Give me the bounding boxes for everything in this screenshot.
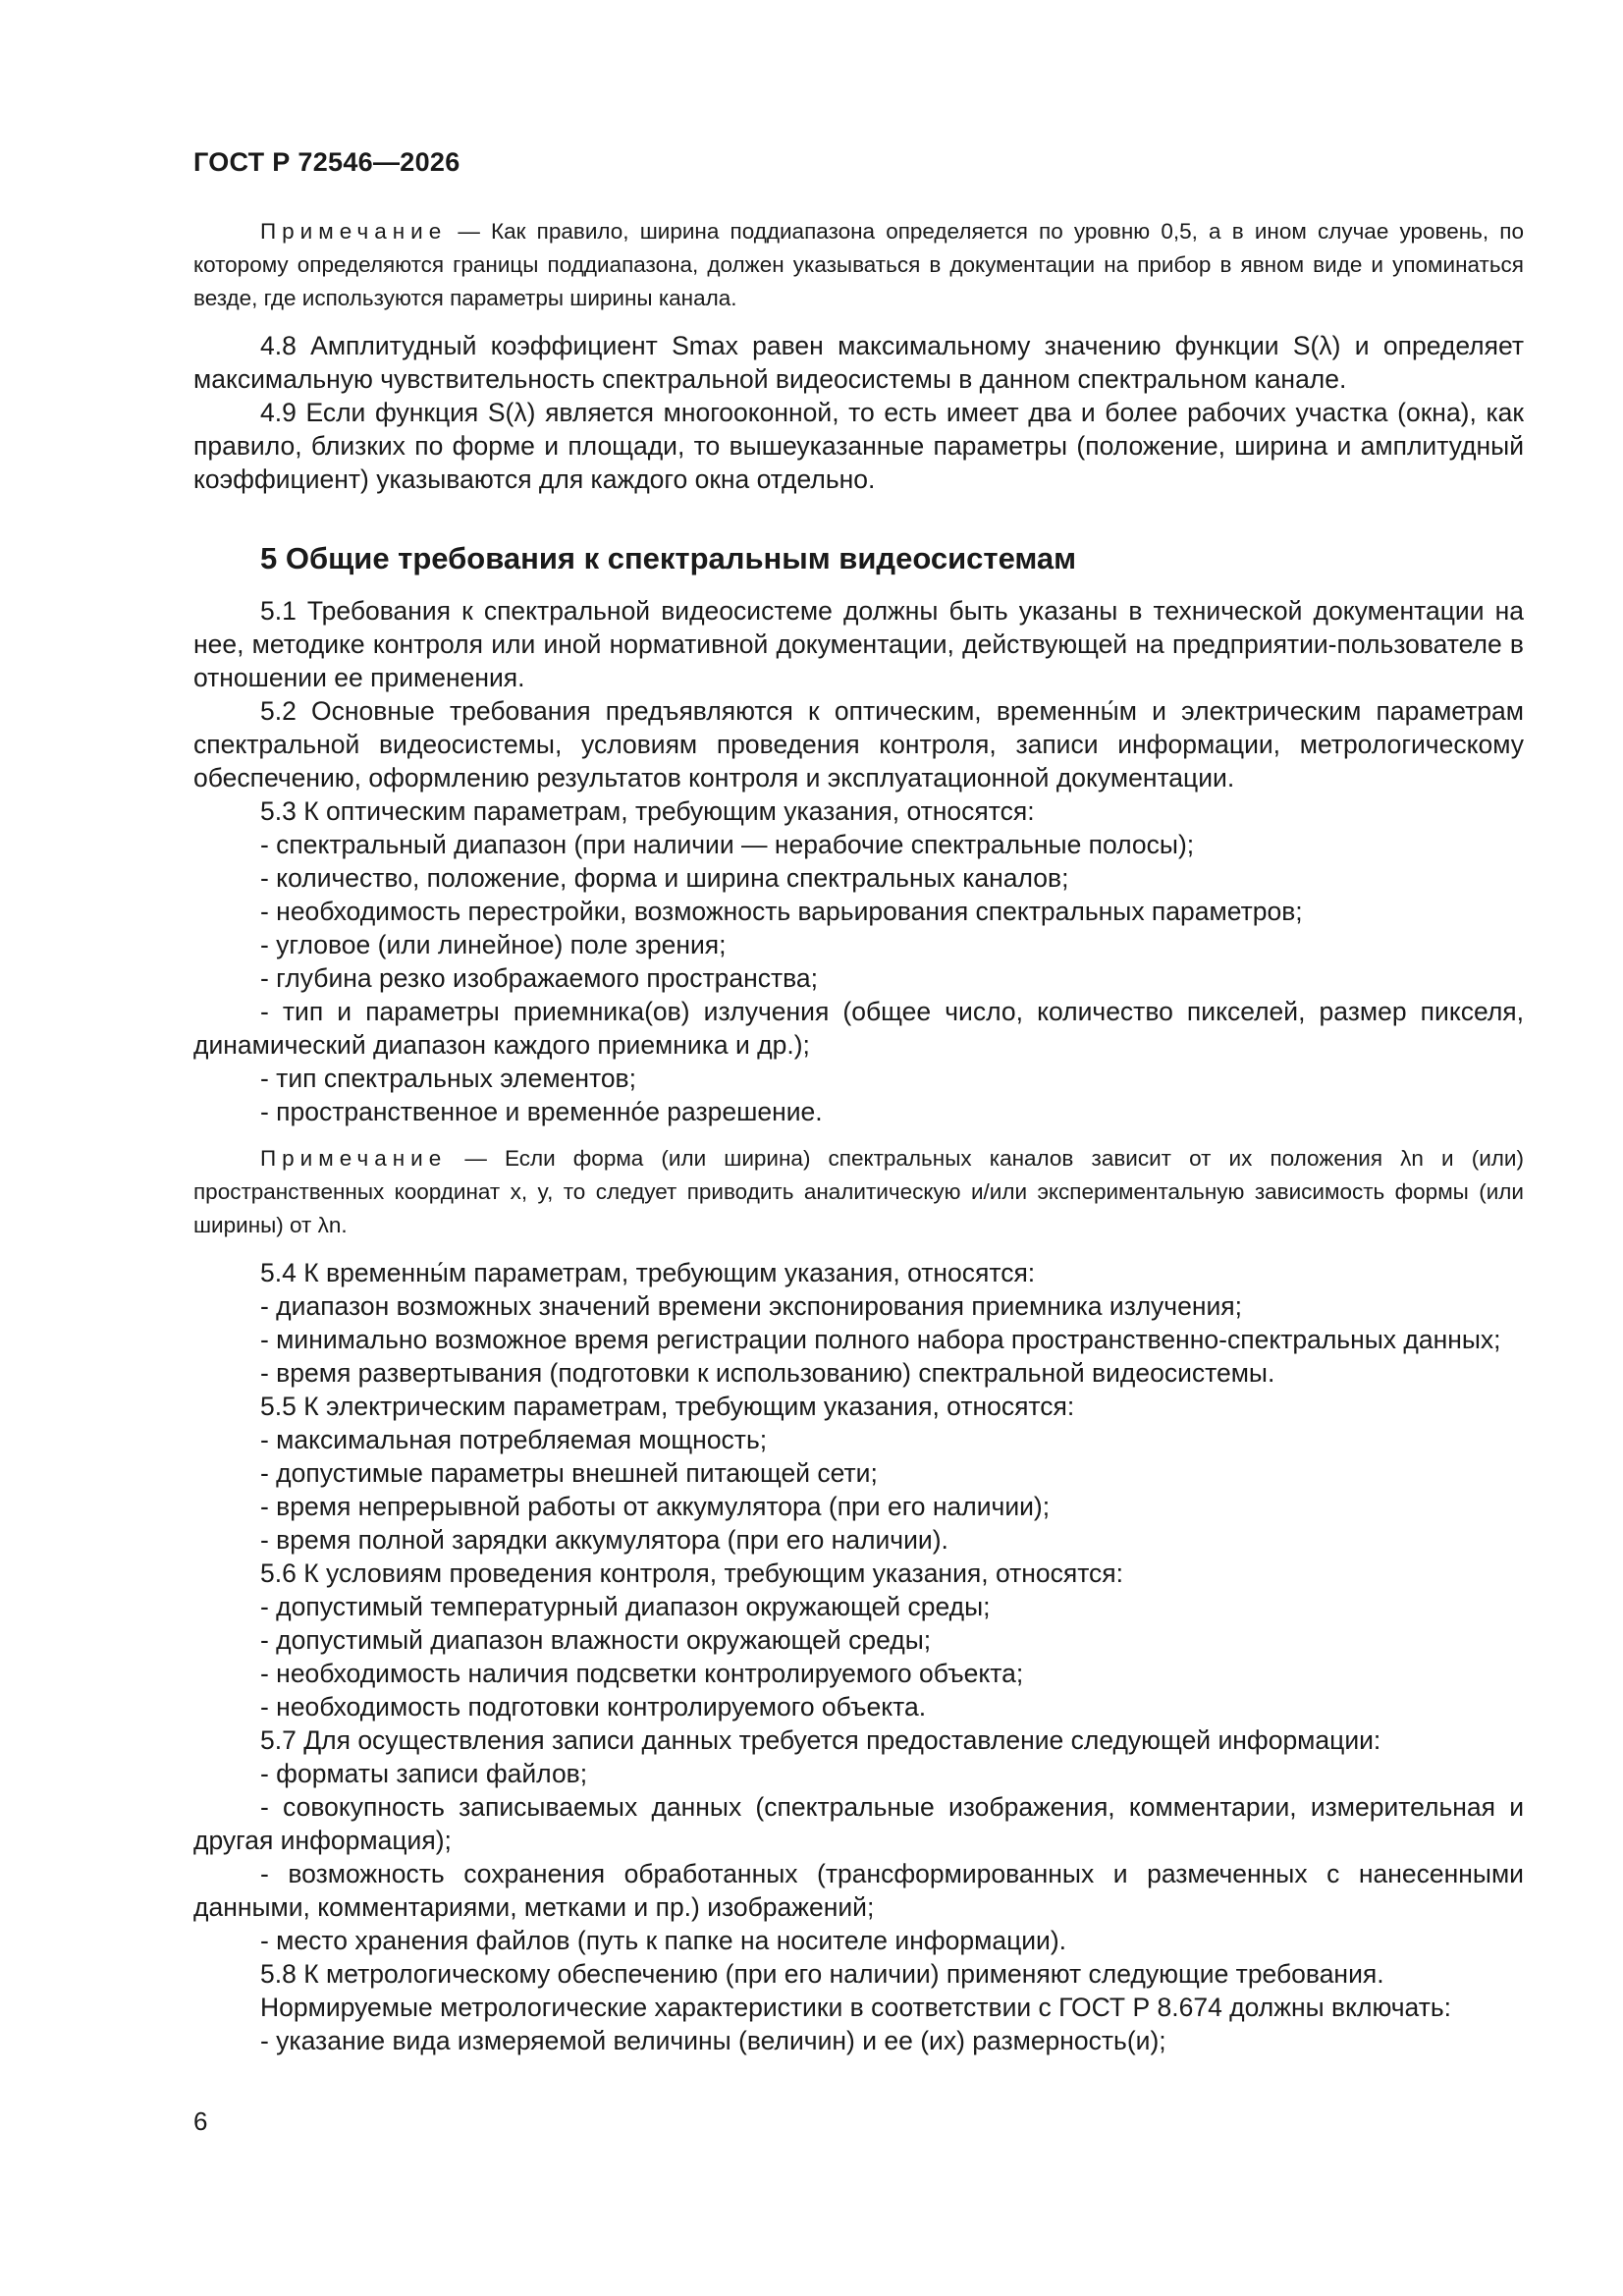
list-item: - возможность сохранения обработанных (трансформированных и размеченных с нанесенными данными, комментариями, метками и пр.) изображений; — [193, 1859, 1524, 1922]
list-item: - время непрерывной работы от аккумулятора (при его наличии); — [260, 1492, 1051, 1521]
note-label: Примечание — [260, 1146, 448, 1171]
list-item: - тип и параметры приемника(ов) излучения (общее число, количество пикселей, размер пикселя, динамический диапазон каждого приемника и др.); — [193, 997, 1524, 1060]
note-label: Примечание — [260, 219, 448, 244]
note-1 — [193, 215, 1524, 315]
list-item: - необходимость подготовки контролируемого объекта. — [260, 1692, 927, 1722]
note-text: — Как правило, ширина поддиапазона определяется по уровню 0,5, а в ином случае уровень, по которому определяются границы поддиапазона, должен указываться в документации на прибор в явном виде и упоминаться везде, где используются параметры ширины канала. — [193, 219, 1524, 310]
page-number: 6 — [193, 2106, 208, 2136]
note-text: — Если форма (или ширина) спектральных каналов зависит от их положения λn и (или) пространственных координат x, y, то следует приводить аналитическую и/или экспериментальную зависимость формы (или ширины) от λn. — [193, 1146, 1524, 1237]
para-4-8: 4.8 Амплитудный коэффициент Smax равен максимальному значению функции S(λ) и определяет максимальную чувствительность спектральной видеосистемы в данном спектральном канале. — [193, 331, 1524, 394]
para-5-3: 5.3 К оптическим параметрам, требующим указания, относятся: — [260, 796, 1035, 826]
list-item: - спектральный диапазон (при наличии — нерабочие спектральные полосы); — [260, 830, 1195, 859]
list-item: - минимально возможное время регистрации полного набора пространственно-спектральных данных; — [260, 1325, 1501, 1354]
para-5-8: 5.8 К метрологическому обеспечению (при его наличии) применяют следующие требования. — [260, 1959, 1384, 1989]
list-item: - диапазон возможных значений времени экспонирования приемника излучения; — [260, 1291, 1242, 1321]
para-5-8-b: Нормируемые метрологические характеристики в соответствии с ГОСТ Р 8.674 должны включать: — [260, 1993, 1452, 2022]
note-2 — [193, 1142, 1524, 1242]
list-item: - указание вида измеряемой величины (величин) и ее (их) размерность(и); — [260, 2026, 1166, 2055]
list-item: - форматы записи файлов; — [260, 1759, 588, 1788]
list-item: - место хранения файлов (путь к папке на носителе информации). — [260, 1926, 1067, 1955]
para-5-6: 5.6 К условиям проведения контроля, требующим указания, относятся: — [260, 1558, 1124, 1588]
list-item: - тип спектральных элементов; — [260, 1064, 636, 1093]
section-5-heading: 5 Общие требования к спектральным видеосистемам — [260, 541, 1077, 575]
list-item: - время развертывания (подготовки к использованию) спектральной видеосистемы. — [260, 1358, 1275, 1388]
para-5-7: 5.7 Для осуществления записи данных требуется предоставление следующей информации: — [260, 1725, 1381, 1755]
para-5-1: 5.1 Требования к спектральной видеосистеме должны быть указаны в технической документации на нее, методике контроля или иной нормативной документации, действующей на предприятии-пользователе в отношении ее применения. — [193, 596, 1524, 692]
list-item: - глубина резко изображаемого пространства; — [260, 963, 819, 993]
para-4-9: 4.9 Если функция S(λ) является многооконной, то есть имеет два и более рабочих участка (окна), как правило, близких по форме и площади, то вышеуказанные параметры (положение, ширина и амплитудный коэффициент) указываются для каждого окна отдельно. — [193, 398, 1524, 494]
list-item: - угловое (или линейное) поле зрения; — [260, 930, 727, 959]
list-item: - совокупность записываемых данных (спектральные изображения, комментарии, измерительная и другая информация); — [193, 1792, 1524, 1855]
list-item: - необходимость наличия подсветки контролируемого объекта; — [260, 1659, 1024, 1688]
list-item: - количество, положение, форма и ширина спектральных каналов; — [260, 863, 1069, 893]
list-item: - допустимый температурный диапазон окружающей среды; — [260, 1592, 991, 1621]
document-header: ГОСТ Р 72546—2026 — [193, 147, 460, 177]
list-item: - допустимые параметры внешней питающей сети; — [260, 1458, 878, 1488]
list-item: - пространственное и временно́е разрешение. — [260, 1097, 823, 1126]
list-item: - максимальная потребляемая мощность; — [260, 1425, 768, 1454]
para-5-2: 5.2 Основные требования предъявляются к оптическим, временны́м и электрическим параметрам спектральной видеосистемы, условиям проведения контроля, записи информации, метрологическому обеспечению, оформлению результатов контроля и эксплуатационной документации. — [193, 696, 1524, 793]
list-item: - допустимый диапазон влажности окружающей среды; — [260, 1625, 932, 1655]
document-page — [193, 147, 1524, 2057]
para-5-5: 5.5 К электрическим параметрам, требующим указания, относятся: — [260, 1392, 1075, 1421]
para-5-4: 5.4 К временны́м параметрам, требующим указания, относятся: — [260, 1258, 1036, 1287]
list-item: - необходимость перестройки, возможность варьирования спектральных параметров; — [260, 897, 1303, 926]
list-item: - время полной зарядки аккумулятора (при его наличии). — [260, 1525, 948, 1555]
